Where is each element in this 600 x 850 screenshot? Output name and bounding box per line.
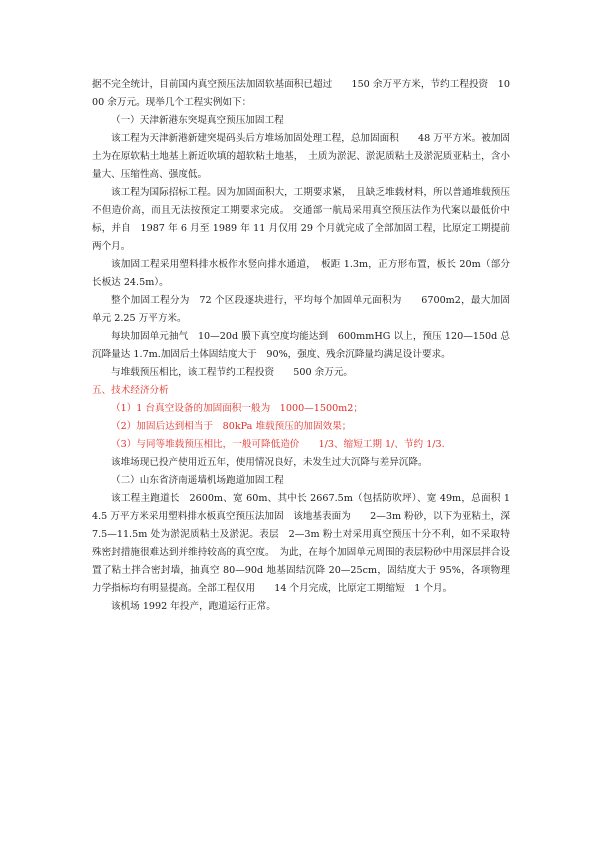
example-1-bidding: 该工程为国际招标工程。因为加固面积大，工期要求紧， 且缺乏堆载材料，所以普通堆载预压不但造价高，而且无法按预定工期要求完成。 交通部一航局采用真空预压法作为代案以最低价中标，并自 1987 年 6 月至 1989 年 11 月仅用 29 个月就完成了全部加固工程，比原定工期提前两个月。 <box>92 187 510 252</box>
section-5-heading: 五、技术经济分析 <box>92 385 169 396</box>
example-2-overview: 该工程主跑道长 2600m、宽 60m、其中长 2667.5m（包括防吹坪）、宽 49m，总面积 14.5 万平方米采用塑料排水板真空预压法加固 该地基表面为 2—3m 粉砂，以下为亚粘土，深 7.5—11.5m 处为淤泥质粘土及淤泥。表层 2—3m 粉土对采用真空预压十分不利，如不采取特殊密封措施很难达到并维持较高的真空度。 为此，在每个加固单元周围的表层粉砂中用深层拌合设置了粘土拌合密封墙，抽真空 80—90d 地基固结沉降 20—25cm，固结度大于 95%，各项物理力学指标均有明显提高。全部工程仅用 14 个月完成，比原定工期缩短 1 个月。 <box>92 493 510 594</box>
yard-status: 该堆场现已投产使用近五年，使用情况良好，未发生过大沉降与差异沉降。 <box>111 457 428 468</box>
example-2-status: 该机场 1992 年投产，跑道运行正常。 <box>111 601 276 612</box>
example-1-savings: 与堆载预压相比，该工程节约工程投资 500 余万元。 <box>111 367 354 378</box>
example-2-heading: （二）山东省济南遥墙机场跑道加固工程 <box>111 475 284 486</box>
analysis-item-1: （1）1 台真空设备的加固面积一般为 1000—1500m2； <box>111 403 363 414</box>
document-body <box>92 76 510 616</box>
example-1-results: 每块加固单元抽气 10—20d 膜下真空度均能达到 600mmHG 以上，预压 120—150d 总沉降量达 1.7m.加固后土体固结度大于 90%，强度、残余沉降量均满足设计要求。 <box>92 331 510 360</box>
example-1-sections: 整个加固工程分为 72 个区段逐块进行，平均每个加固单元面积为 6700m2，最大加固单元 2.25 万平方米。 <box>92 295 510 324</box>
intro-paragraph: 据不完全统计，目前国内真空预压法加固软基面积已超过 150 余万平方米，节约工程投资 1000 余万元。现举几个工程实例如下： <box>92 79 510 108</box>
example-1-overview: 该工程为天津新港新建突堤码头后方堆场加固处理工程，总加固面积 48 万平方米。被加固土为在原软粘土地基上新近吹填的超软粘土地基， 土质为淤泥、淤泥质粘土及淤泥质亚粘土，含小量大、压缩性高、强度低。 <box>92 133 511 180</box>
example-1-drainage: 该加固工程采用塑料排水板作水竖向排水通道， 板距 1.3m，正方形布置，板长 20m（部分长板达 24.5m）。 <box>92 259 510 288</box>
analysis-item-3: （3）与同等堆载预压相比，一般可降低造价 1/3、缩短工期 1/、节约 1/3. <box>111 439 445 450</box>
analysis-item-2: （2）加固后达到相当于 80kPa 堆载预压的加固效果； <box>111 421 352 432</box>
example-1-heading: （一）天津新港东突堤真空预压加固工程 <box>111 115 284 126</box>
